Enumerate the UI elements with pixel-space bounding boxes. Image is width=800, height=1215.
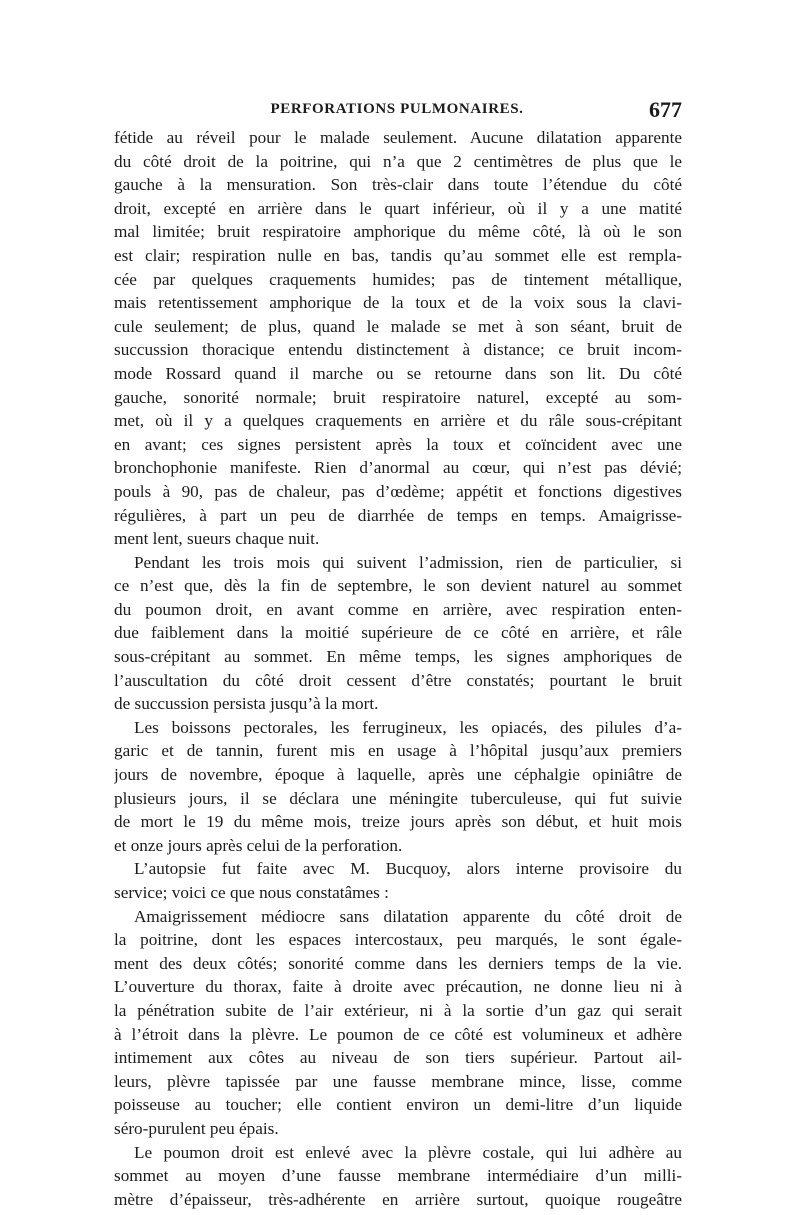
text-line: Les boissons pectorales, les ferrugineux, les opiacés, des pilules d’a-: [134, 717, 682, 737]
text-line: mais retentissement amphorique de la toux et de la voix sous la clavi-: [114, 293, 682, 313]
text-line: service; voici ce que nous constatâmes :: [114, 883, 389, 902]
text-line: la pénétration subite de l’air extérieur, ni à la sortie d’un gaz qui serait: [114, 1000, 682, 1020]
text-line: gauche à la mensuration. Son très-clair dans toute l’étendue du côté: [114, 175, 682, 195]
text-line: la poitrine, dont les espaces intercostaux, peu marqués, le sont égale-: [114, 930, 682, 950]
text-line: garic et de tannin, furent mis en usage à l’hôpital jusqu’aux premiers: [114, 741, 682, 761]
text-line: est clair; respiration nulle en bas, tandis qu’au sommet elle est rempla-: [114, 245, 682, 265]
text-line: mode Rossard quand il marche ou se retourne dans son lit. Du côté: [114, 363, 682, 383]
text-line: à l’étroit dans la plèvre. Le poumon de ce côté est volumineux et adhère: [114, 1024, 682, 1044]
text-line: de succussion persista jusqu’à la mort.: [114, 694, 379, 714]
text-line: du côté droit de la poitrine, qui n’a que 2 centimètres de plus que le: [114, 151, 682, 171]
text-line: due faiblement dans la moitié supérieure de ce côté en arrière, et râle: [114, 623, 682, 643]
text-line: bronchophonie manifeste. Rien d’anormal au cœur, qui n’est pas dévié;: [114, 458, 682, 478]
text-line: gauche, sonorité normale; bruit respiratoire naturel, excepté au som-: [114, 387, 682, 407]
text-line: met, où il y a quelques craquements en arrière et du râle sous-crépitant: [114, 411, 682, 431]
running-head: [112, 97, 682, 123]
text-line: ment des deux côtés; sonorité comme dans les derniers temps de la vie.: [114, 953, 682, 973]
text-line: Amaigrissement médiocre sans dilatation apparente du côté droit de: [134, 906, 682, 926]
text-line: du poumon droit, en avant comme en arrière, avec respiration enten-: [114, 599, 682, 619]
text-line: jours de novembre, époque à laquelle, après une céphalgie opiniâtre de: [114, 765, 682, 785]
running-title: PERFORATIONS PULMONAIRES.: [270, 101, 524, 117]
text-line: cée par quelques craquements humides; pas de tintement métallique,: [114, 269, 682, 289]
text-line: et onze jours après celui de la perforation.: [114, 835, 403, 855]
text-line: en avant; ces signes persistent après la toux et coïncident avec une: [114, 434, 682, 454]
text-line: Pendant les trois mois qui suivent l’admission, rien de particulier, si: [134, 552, 682, 572]
text-line: plusieurs jours, il se déclara une méningite tuberculeuse, qui fut suivie: [114, 788, 682, 808]
text-line: L’autopsie fut faite avec M. Bucquoy, alors interne provisoire du: [134, 859, 682, 879]
page-number: 677: [649, 97, 682, 122]
text-line: ment lent, sueurs chaque nuit.: [114, 529, 320, 549]
text-line: fétide au réveil pour le malade seulement. Aucune dilatation apparente: [114, 128, 682, 147]
text-line: cule seulement; de plus, quand le malade se met à son séant, bruit de: [114, 316, 682, 336]
text-line: sommet au moyen d’une fausse membrane intermédiaire d’un milli-: [114, 1166, 682, 1186]
text-line: Le poumon droit est enlevé avec la plèvre costale, qui lui adhère au: [134, 1142, 682, 1162]
text-line: de mort le 19 du même mois, treize jours après son début, et huit mois: [114, 812, 682, 832]
text-line: mal limitée; bruit respiratoire amphorique du même côté, là où le son: [114, 222, 682, 242]
text-line: ce n’est que, dès la fin de septembre, le son devient naturel au sommet: [114, 576, 682, 596]
text-line: succussion thoracique entendu distinctement à distance; ce bruit incom-: [114, 340, 682, 360]
text-line: droit, excepté en arrière dans le quart inférieur, où il y a une matité: [114, 198, 682, 218]
text-line: l’auscultation du côté droit cessent d’être constatés; pourtant le bruit: [114, 670, 682, 690]
text-line: séro-purulent peu épais.: [114, 1118, 279, 1138]
body-text: [114, 126, 682, 1211]
text-line: leurs, plèvre tapissée par une fausse membrane mince, lisse, comme: [114, 1071, 682, 1091]
text-line: pouls à 90, pas de chaleur, pas d’œdème; appétit et fonctions digestives: [114, 481, 682, 501]
text-line: sous-crépitant au sommet. En même temps, les signes amphoriques de: [114, 647, 682, 667]
text-line: régulières, à part un peu de diarrhée de temps en temps. Amaigrisse-: [114, 505, 682, 525]
text-line: intimement aux côtes au niveau de son tiers supérieur. Partout ail-: [114, 1048, 682, 1068]
text-line: mètre d’épaisseur, très-adhérente en arrière surtout, quoique rougeâtre: [114, 1189, 682, 1209]
text-line: L’ouverture du thorax, faite à droite avec précaution, ne donne lieu ni à: [114, 977, 682, 997]
text-line: poisseuse au toucher; elle contient environ un demi-litre d’un liquide: [114, 1095, 682, 1115]
